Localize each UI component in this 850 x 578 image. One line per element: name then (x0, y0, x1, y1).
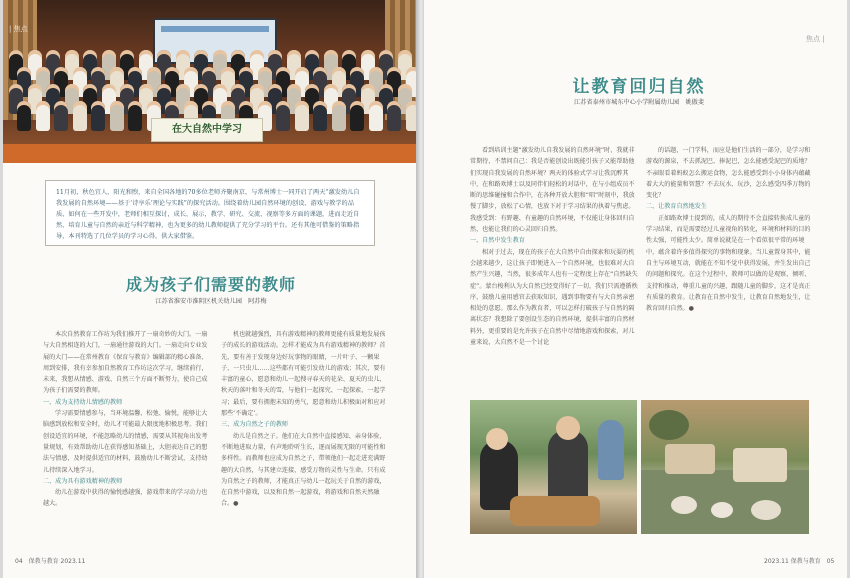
person-figure (73, 101, 87, 131)
right-page (424, 0, 847, 578)
article-title-right: 让教育回归自然 (572, 77, 706, 97)
person-figure (54, 101, 68, 131)
author-line-right: 江苏省泰州市城东中心小学附属幼儿园 姚傲斐 (574, 99, 704, 106)
person-figure (332, 101, 346, 131)
person-figure (313, 101, 327, 131)
body-paragraph: 学习需要情感参与，当环境温馨、松弛、愉悦，能够让大脑感到放松和安全时，幼儿才可能最大限度地积极思考。我们创设适宜的环境，不能忽略幼儿的情感，需要从其视角出发考量规划，有效帮助幼儿在获得感知基础上，大胆表达自己的想法与情感，及时提供适宜的材料，鼓励幼儿不断尝试，支持幼儿持续深入地学习。 (43, 410, 208, 474)
section-tag-right: 焦点 | (806, 35, 825, 43)
body-paragraph: 本次自然教育工作坊为我们推开了一扇奇妙的大门。一扇与大自然相连的大门，一扇通往游戏的大门。一扇走向专业发展的大门——在常州教育《保育与教育》编辑部的精心准备、周到安排，我有幸参加自然教育工作坊这次学习，继续前行，未来，我想从情感、游戏、自然三个方面不断努力，使自己成为孩子们需要的教师。 (43, 331, 208, 395)
left-column-1 (43, 329, 211, 554)
person-figure (350, 101, 364, 131)
person-figure (387, 101, 401, 131)
person-figure (369, 101, 383, 131)
intro-box: 11月初，秋色宜人，阳光和煦，来自全国各地的70多位老师齐聚南京，与常州博士一同开启了两天“激发幼儿自我发展的自然环境——基于‘诗享乐’理论与实践”的探究活动。围绕着幼儿园自然环境的创设、游戏与教学的品质、如何在一些开发中，老师们相互探讨，成长、展示，教学、研究、交流、视察等多方面的课题，进而走近自然、培育儿童与自然的亲近与科学精神，也为更多的幼儿教师提供了充分学习的平台。还有其他可借鉴的策略指导，本刊特选了几位学员的学习心得，供大家借鉴。 (45, 180, 375, 246)
left-column-2 (221, 329, 389, 554)
right-column-2 (646, 145, 816, 388)
body-paragraph: 机也就越强烈，具有游戏精神的教师更能有质量地发展孩子的成长的游戏活动。怎样才能成为具有游戏精神的教师？首先，要有善于发现身边好玩事物的眼睛，一片叶子、一颗果子、一只虫儿……这些都有可能引发幼儿的游戏；其次，要有丰富的童心，愿意和幼儿一起搜寻春天的花朵、夏天的虫儿、秋天的落叶和冬天的雪，与他们一起探究、一起探索，一起学习；最后，要有拥抱未知的勇气，愿意和幼儿积极面对和应对那些‘不确定’。 (221, 331, 386, 418)
section-subheading: 一、自然中发生教育 (470, 237, 525, 245)
floor (3, 144, 419, 163)
group-photo (3, 0, 419, 163)
person-figure (295, 101, 309, 131)
section-subheading: 二、成为具有游戏精神的教师 (43, 477, 123, 485)
photo-nature-materials (641, 400, 809, 534)
section-subheading: 二、让教育自然地发生 (646, 203, 707, 211)
person-figure (17, 101, 31, 131)
person-figure (36, 101, 50, 131)
body-paragraph: 幼儿在游戏中获得的愉悦感越强，游戏带来的学习动力也越大。 (43, 489, 208, 508)
article-title-left: 成为孩子们需要的教师 (125, 275, 296, 294)
footer-left: 04 保教与教育 2023.11 (15, 558, 86, 565)
person-figure (110, 101, 124, 131)
right-column-1 (470, 145, 640, 388)
section-tag-left: | 焦点 (9, 25, 28, 33)
person-figure (128, 101, 142, 131)
section-subheading: 三、成为自然之子的教师 (221, 421, 289, 429)
person-figure (91, 101, 105, 131)
author-line-left: 江苏省淮安市淮阴区机关幼儿园 阿苏梅 (155, 298, 267, 305)
person-figure (276, 101, 290, 131)
body-paragraph: 的话题，一门学科，而应是他们生活的一部分，是学习和游戏的源泉，不去抓泥巴、捧泥巴，怎么能感受泥巴的质地？不亲眼看着蚂蚁怎么搬运食物，怎么能感受到小小身体内蕴藏着大大的能量和智慧？不去玩水、玩沙，怎么感受四季万物的变化？ (646, 147, 811, 200)
left-page (3, 0, 419, 578)
footer-right: 2023.11 保教与教育 05 (764, 558, 835, 565)
body-paragraph: 相对于过去，现在的孩子在大自然中自由探索和玩耍的机会越来越少，这让孩子即便进入一个自然环境，也很难对大自然产生兴趣，当然，很多成年人也有一定程度上存在“自然缺失症”。蒙台梭利认为大自然已经变得好了一切，我们只需遵循秩序，鼓励儿童用感官去获取知识，遇到事物要有与大自然亲密相处的意愿。那么作为教育者，可以怎样打破孩子与自然的隔离状态？我想除了要创设生态的自然环境，提供丰富的自然材料外，更重要的是允许孩子在自然中尽情地游戏和探索，对儿童来说，大自然不是一个讨论 (470, 248, 638, 347)
photo-banner: 在大自然中学习 (151, 118, 263, 142)
body-paragraph: 幼儿是自然之子。他们在大自然中直接感知、亲身体验，不断地进取力量，有声地聆听生长，逐而展现无限的可能性和多样性。而教师也应成为自然之子，带领他们一起走进充满野趣的大自然，与其建立连接，感受万物的灵性与生命。只有成为自然之子的教师，才能真正与幼儿一起玩关于自然的游戏，在自然中游戏，以及和自然一起游戏，将游戏和自然天然融合。● (221, 432, 386, 508)
photo-children-activity (470, 400, 637, 534)
section-subheading: 一、成为支持幼儿情感的教师 (43, 398, 123, 406)
body-paragraph: 看到培训主题“激发幼儿自我发展的自然环境”时，我就非常期待，不禁问自己：我是否能创设出既能引孩子又能帮助他们实现自我发展的自然环境？两天的体验式学习让我沉醉其中，在和路欢博士以及同伴们轻松的对话中，在与小组成员不断的思维碰撞和合作中，在各种开放大胆和“唱”时刻中，我放慢了脚步，放松了心情，也放下对于学习结果的执着与焦虑。我感受到：有野趣、有童趣的自然环境，不仅能让身体回归自然，也能让我们的心灵回归自然。 (470, 147, 635, 234)
body-paragraph: 正如路欢博士提到的，成人的期待不会直接转换成儿童的学习结果，而是需要经过儿童视角的转化，环境和材料的目的性太强，可能性太少。简单说就是在一个看似很平常的环境中，蕴含着许多值得探究的事物和现象。当儿童置身其中，能自主与环境互动，就能在不知不觉中获得发展，并生发出自己的问题和探究。在这个过程中，教师可以做的是观察、倾听、支持和推动，尊重儿童的兴趣，跟随儿童的脚步，这才是真正有质量的教育。让教育在自然中发生，让教育自然地发生，让教育回归自然。● (646, 214, 811, 313)
